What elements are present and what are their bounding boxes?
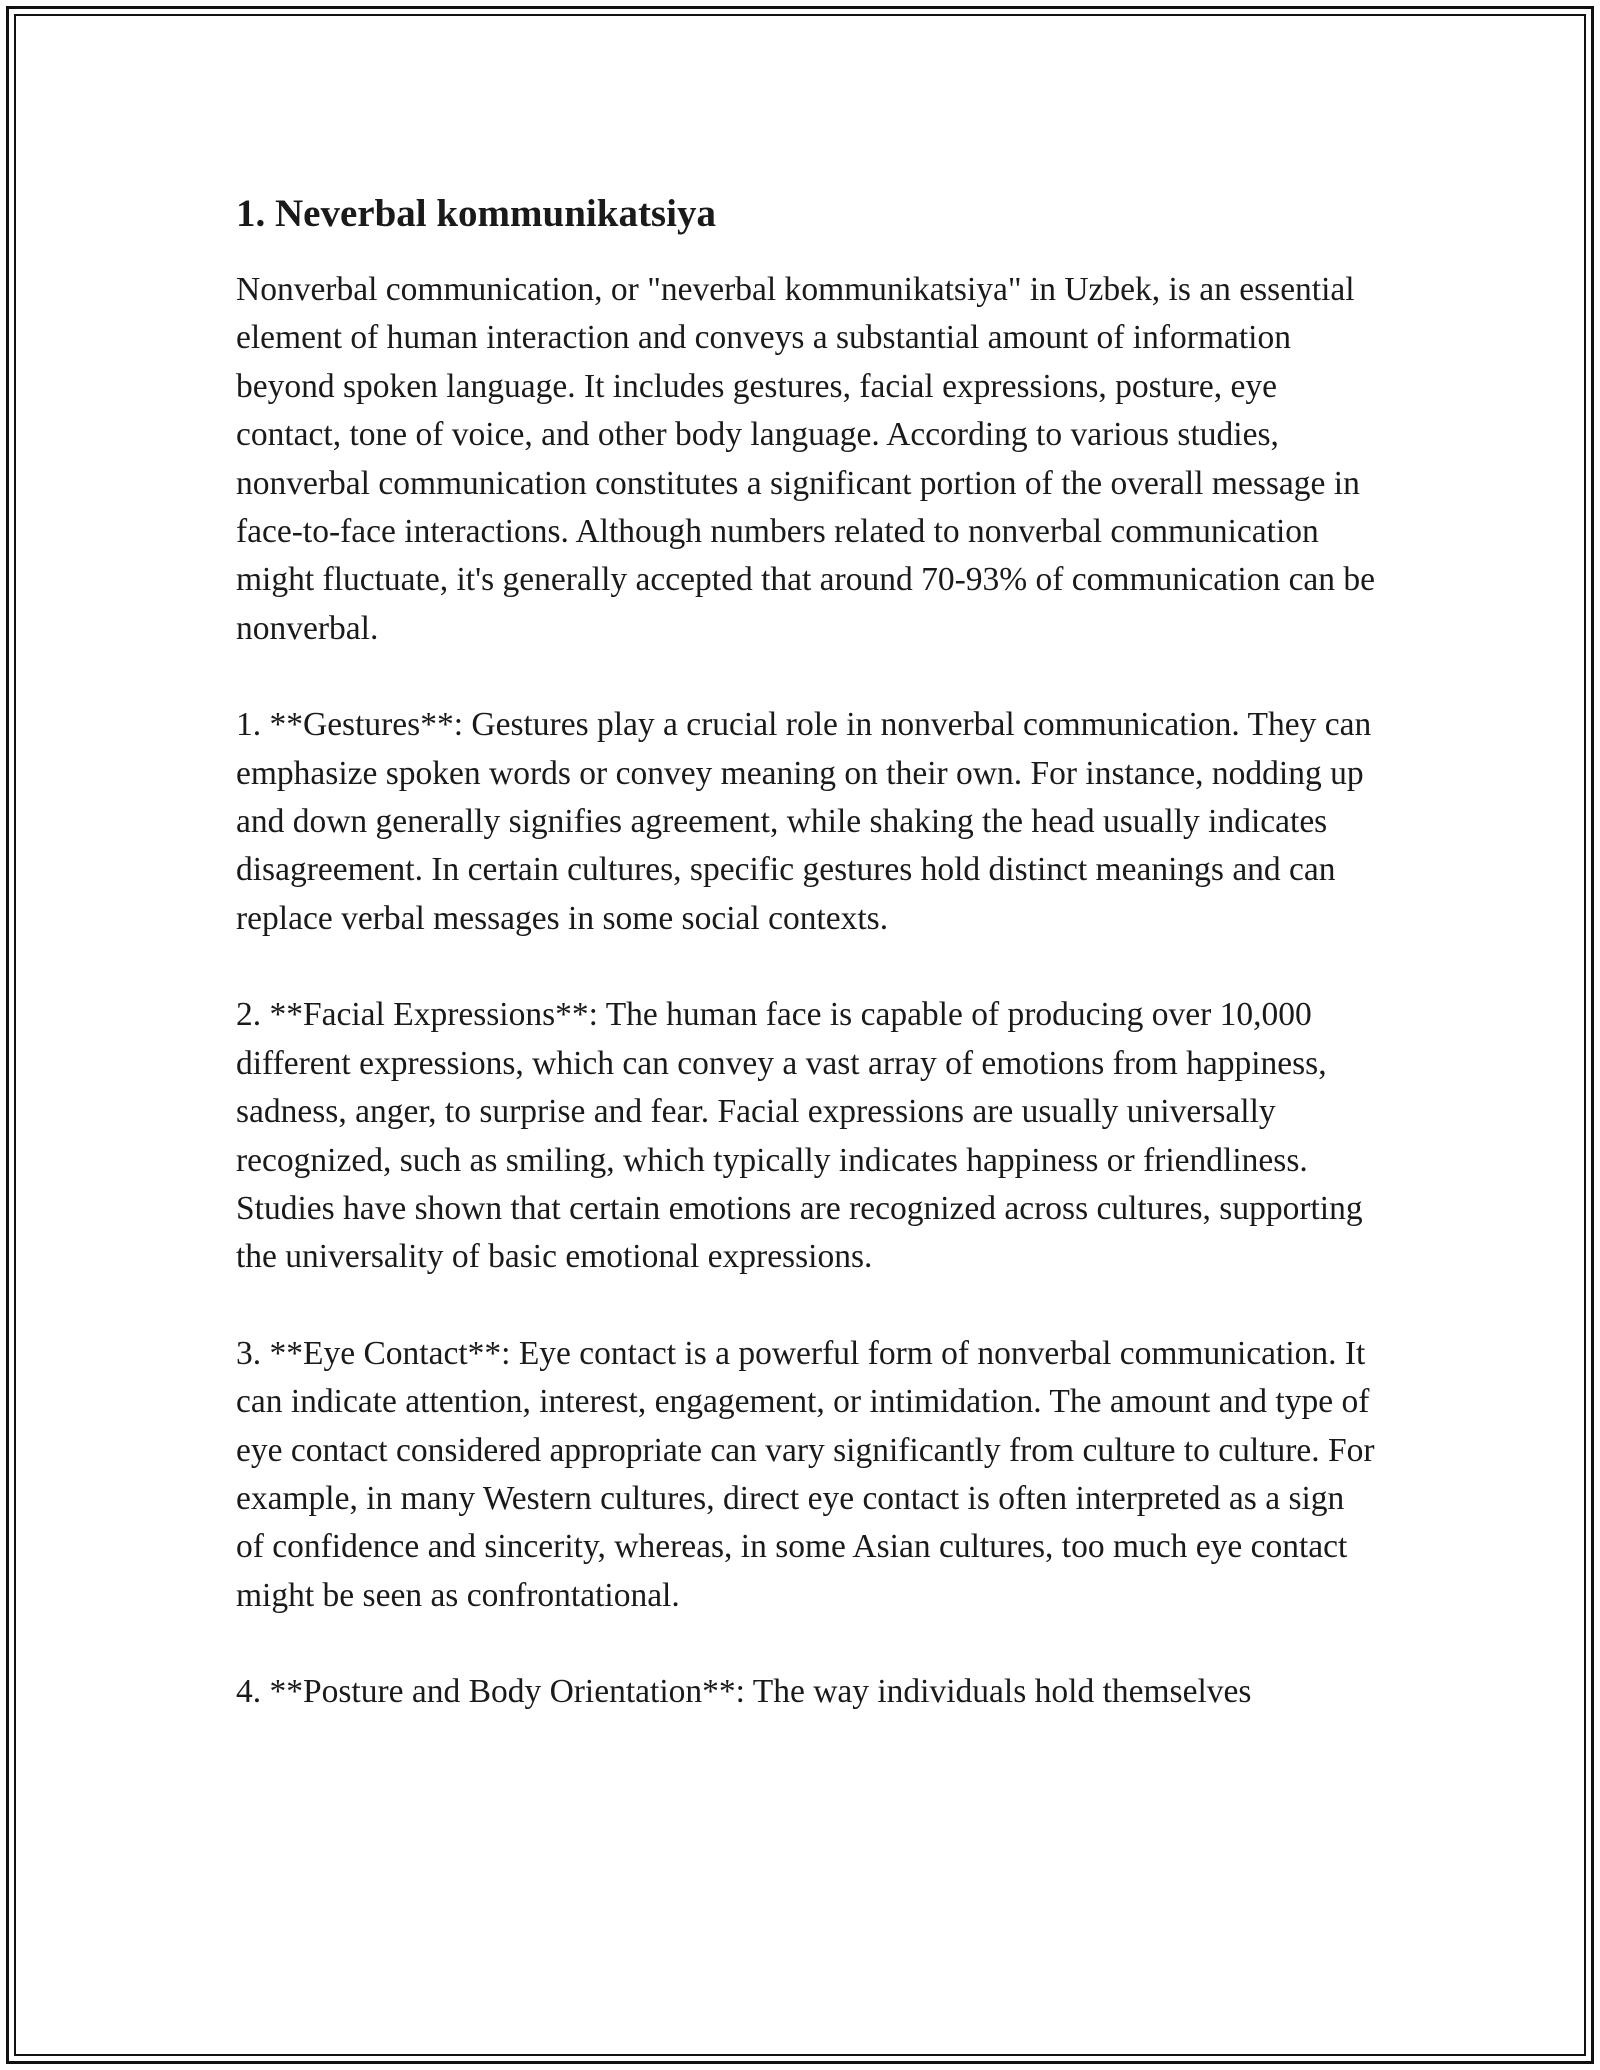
- eye-contact-paragraph: 3. **Eye Contact**: Eye contact is a powerful form of nonverbal communication. It can indicate attention, interest, engagement, or intimidation. The amount and type of eye contact considered appropriate can vary significantly from culture to culture. For example, in many Western cultures, direct eye contact is often interpreted as a sign of confidence and sincerity, whereas, in some Asian cultures, too much eye contact might be seen as confrontational.: [236, 1334, 1375, 1614]
- facial-expressions-paragraph: 2. **Facial Expressions**: The human face is capable of producing over 10,000 different expressions, which can convey a vast array of emotions from happiness, sadness, anger, to surprise and fear. Facial expressions are usually universally recognized, such as smiling, which typically indicates happiness or friendliness. Studies have shown that certain emotions are recognized across cultures, supporting the universality of basic emotional expressions.: [236, 996, 1363, 1276]
- document-body: [236, 186, 1376, 1765]
- posture-paragraph: 4. **Posture and Body Orientation**: The way individuals hold themselves: [236, 1673, 1252, 1711]
- intro-paragraph: Nonverbal communication, or "neverbal kommunikatsiya" in Uzbek, is an essential element of human interaction and conveys a substantial amount of information beyond spoken language. It includes gestures, facial expressions, posture, eye contact, tone of voice, and other body language. According to various studies, nonverbal communication constitutes a significant portion of the overall message in face-to-face interactions. Although numbers related to nonverbal communication might fluctuate, it's generally accepted that around 70-93% of communication can be nonverbal.: [236, 271, 1376, 647]
- section-title: 1. Neverbal kommunikatsiya: [236, 192, 716, 235]
- gestures-paragraph: 1. **Gestures**: Gestures play a crucial role in nonverbal communication. They can emphasize spoken words or convey meaning on their own. For instance, nodding up and down generally signifies agreement, while shaking the head usually indicates disagreement. In certain cultures, specific gestures hold distinct meanings and can replace verbal messages in some social contexts.: [236, 706, 1372, 937]
